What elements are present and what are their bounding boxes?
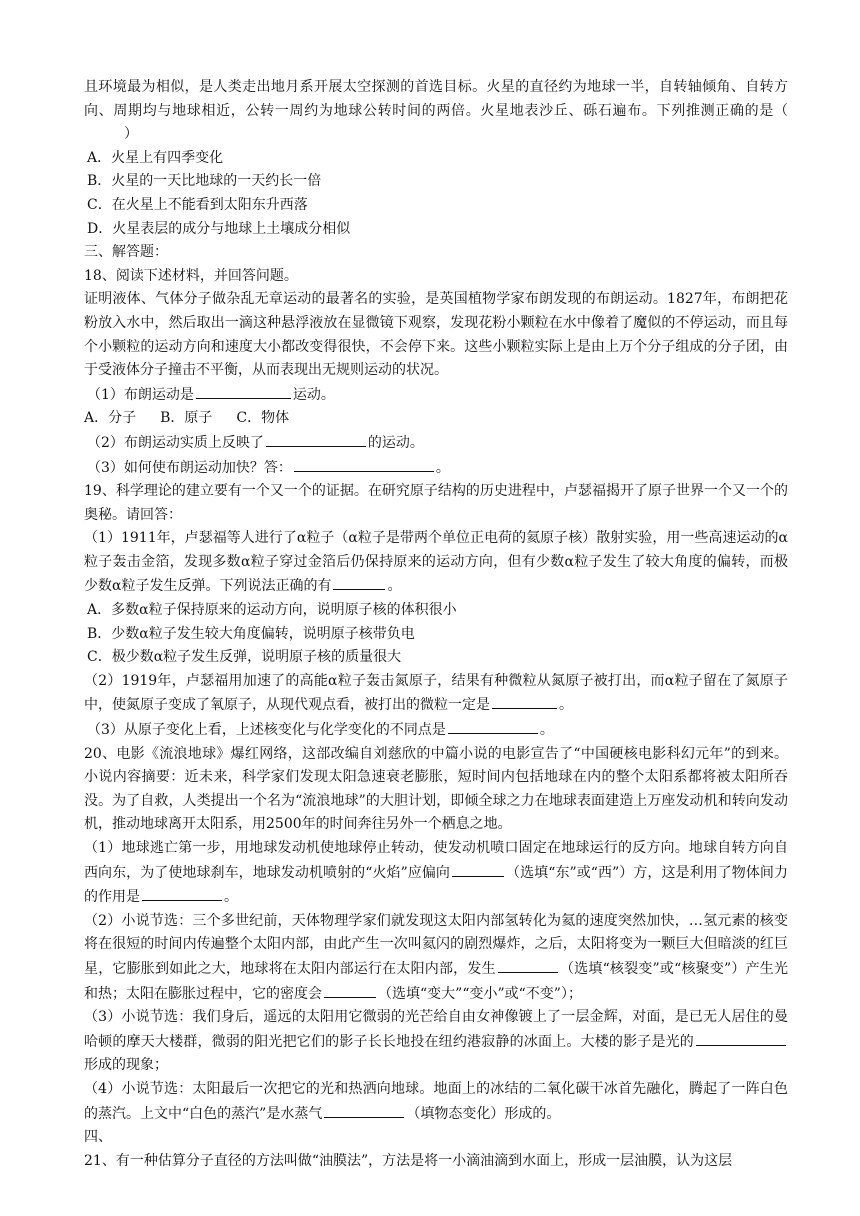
q19-sub2: （2）1919年，卢瑟福用加速了的高能α粒子轰击氮原子，结果有种微粒从氮原子被打出，而α粒子留在了氮原子中，使氮原子变成了氧原子，从现代观点看，被打出的微粒一定是 。 xyxy=(84,672,788,714)
answer-blank xyxy=(294,456,434,472)
q18-option-b: B．原子 xyxy=(160,410,213,427)
answer-blank xyxy=(142,885,222,901)
q19-intro: 19、科学理论的建立要有一个又一个的证据。在研究原子结构的历史进程中，卢瑟福揭开了原子世界一个又一个的奥秘。请回答： xyxy=(84,483,788,523)
section-heading-4: 四、 xyxy=(84,1129,112,1146)
q18-option-c: C．物体 xyxy=(236,410,290,427)
q18-sub3: （3）如何使布朗运动加快？答： 。 xyxy=(84,456,788,481)
q19-option-b: B．少数α粒子发生较大角度偏转，说明原子核带负电 xyxy=(87,625,415,642)
q18-title: 18、阅读下述材料，并回答问题。 xyxy=(84,267,298,284)
q20-sub2: （2）小说节选：三个多世纪前，天体物理学家们就发现这太阳内部氢转化为氦的速度突然加快，…氢元素的核变将在很短的时间内传遍整个太阳内部，由此产生一次叫氦闪的剧烈爆炸，之后，太阳将变为一颗巨大但暗淡的红巨星，它膨胀到如此之大，地球将在太阳内部运行在太阳内部，发生 （选填“核裂变”或“核聚变”）产生光和热；太阳在膨胀过程中，它的密度会 （选填“变大”“变小”或“不变”）； xyxy=(84,912,788,1002)
q17-option-a: A．火星上有四季变化 xyxy=(87,149,224,166)
q19-option-c: C．极少数α粒子发生反弹，说明原子核的质量很大 xyxy=(87,649,402,666)
q18-sub1: （1）布朗运动是 运动。 xyxy=(84,383,788,408)
answer-blank xyxy=(498,957,558,973)
q20-sub3: （3）小说节选：我们身后，遥远的太阳用它微弱的光芒给自由女神像镀上了一层金辉，对面，是已无人居住的曼哈顿的摩天大楼群，微弱的阳光把它们的影子长长地投在纽约港寂静的冰面上。大楼的影子是光的形成的现象； xyxy=(84,1009,788,1074)
q18-sub2: （2）布朗运动实质上反映了 的运动。 xyxy=(84,431,788,456)
answer-blank xyxy=(452,861,504,877)
q17-option-d: D．火星表层的成分与地球上土壤成分相似 xyxy=(87,220,351,237)
q19-sub1: （1）1911年，卢瑟福等人进行了α粒子（α粒子是带两个单位正电荷的氦原子核）散射实验，用一些高速运动的α粒子轰击金箔，发现多数α粒子穿过金箔后仍保持原来的运动方向，但有少数α粒子发生了较大角度的偏转，而极少数α粒子发生反弹。下列说法正确的有 。 xyxy=(84,530,788,595)
q18-sub1-options xyxy=(84,407,788,431)
answer-blank xyxy=(324,982,376,998)
answer-blank xyxy=(333,574,385,590)
q20-sub4: （4）小说节选：太阳最后一次把它的光和热洒向地球。地面上的冰结的二氧化碳干冰首先融化，腾起了一阵白色的蒸汽。上文中“白色的蒸汽”是水蒸气 （填物态变化）形成的。 xyxy=(84,1080,788,1122)
q20-intro: 20、电影《流浪地球》爆红网络，这部改编自刘慈欣的中篇小说的电影宣告了“中国硬核电影科幻元年”的到来。小说内容摘要：近未来，科学家们发现太阳急速衰老膨胀，短时间内包括地球在内的整个太阳系都将被太阳所吞没。为了自救，人类提出一个名为“流浪地球”的大胆计划，即倾全球之力在地球表面建造上万座发动机和转向发动机，推动地球离开太阳系，用2500年的时间奔往另外一个栖息之地。 xyxy=(84,745,788,833)
answer-blank xyxy=(266,431,366,447)
q20-sub1: （1）地球逃亡第一步，用地球发动机使地球停止转动，使发动机喷口固定在地球运行的反方向。地球自转方向自西向东，为了使地球刹车，地球发动机喷射的“火焰”应偏向 （选填“东”或“西”）方，这是利用了物体间力的作用是 。 xyxy=(84,840,788,906)
answer-blank xyxy=(196,383,291,399)
q18-option-a: A．分子 xyxy=(84,410,137,427)
q19-option-a: A．多数α粒子保持原来的运动方向，说明原子核的体积很小 xyxy=(87,602,457,619)
q21-stem: 21、有一种估算分子直径的方法叫做“油膜法”，方法是将一小滴油滴到水面上，形成一层油膜，认为这层 xyxy=(84,1152,733,1169)
q17-option-c: C．在火星上不能看到太阳东升西落 xyxy=(87,196,308,213)
answer-blank xyxy=(696,1030,786,1046)
section-heading-3: 三、解答题： xyxy=(84,244,168,261)
q17-option-b: B．火星的一天比地球的一天约长一倍 xyxy=(87,173,322,190)
q17-stem: 且环境最为相似，是人类走出地月系开展太空探测的首选目标。火星的直径约为地球一半，自转轴倾角、自转方向、周期均与地球相近，公转一周约为地球公转时间的两倍。火星地表沙丘、砾石遍布。下列推测正确的是（） xyxy=(84,79,788,143)
answer-blank xyxy=(324,1102,404,1118)
answer-blank xyxy=(448,718,538,734)
q18-material: 证明液体、气体分子做杂乱无章运动的最著名的实验，是英国植物学家布朗发现的布朗运动。1827年，布朗把花粉放入水中，然后取出一滴这种悬浮液放在显微镜下观察，发现花粉小颗粒在水中像着了魔似的不停运动，而且每个小颗粒的运动方向和速度大小都改变得很快，不会停下来。这些小颗粒实际上是由上万个分子组成的分子团，由于受液体分子撞击不平衡，从而表现出无规则运动的状况。 xyxy=(84,291,788,379)
q19-sub3: （3）从原子变化上看，上述核变化与化学变化的不同点是 。 xyxy=(84,718,788,743)
answer-blank xyxy=(492,693,557,709)
